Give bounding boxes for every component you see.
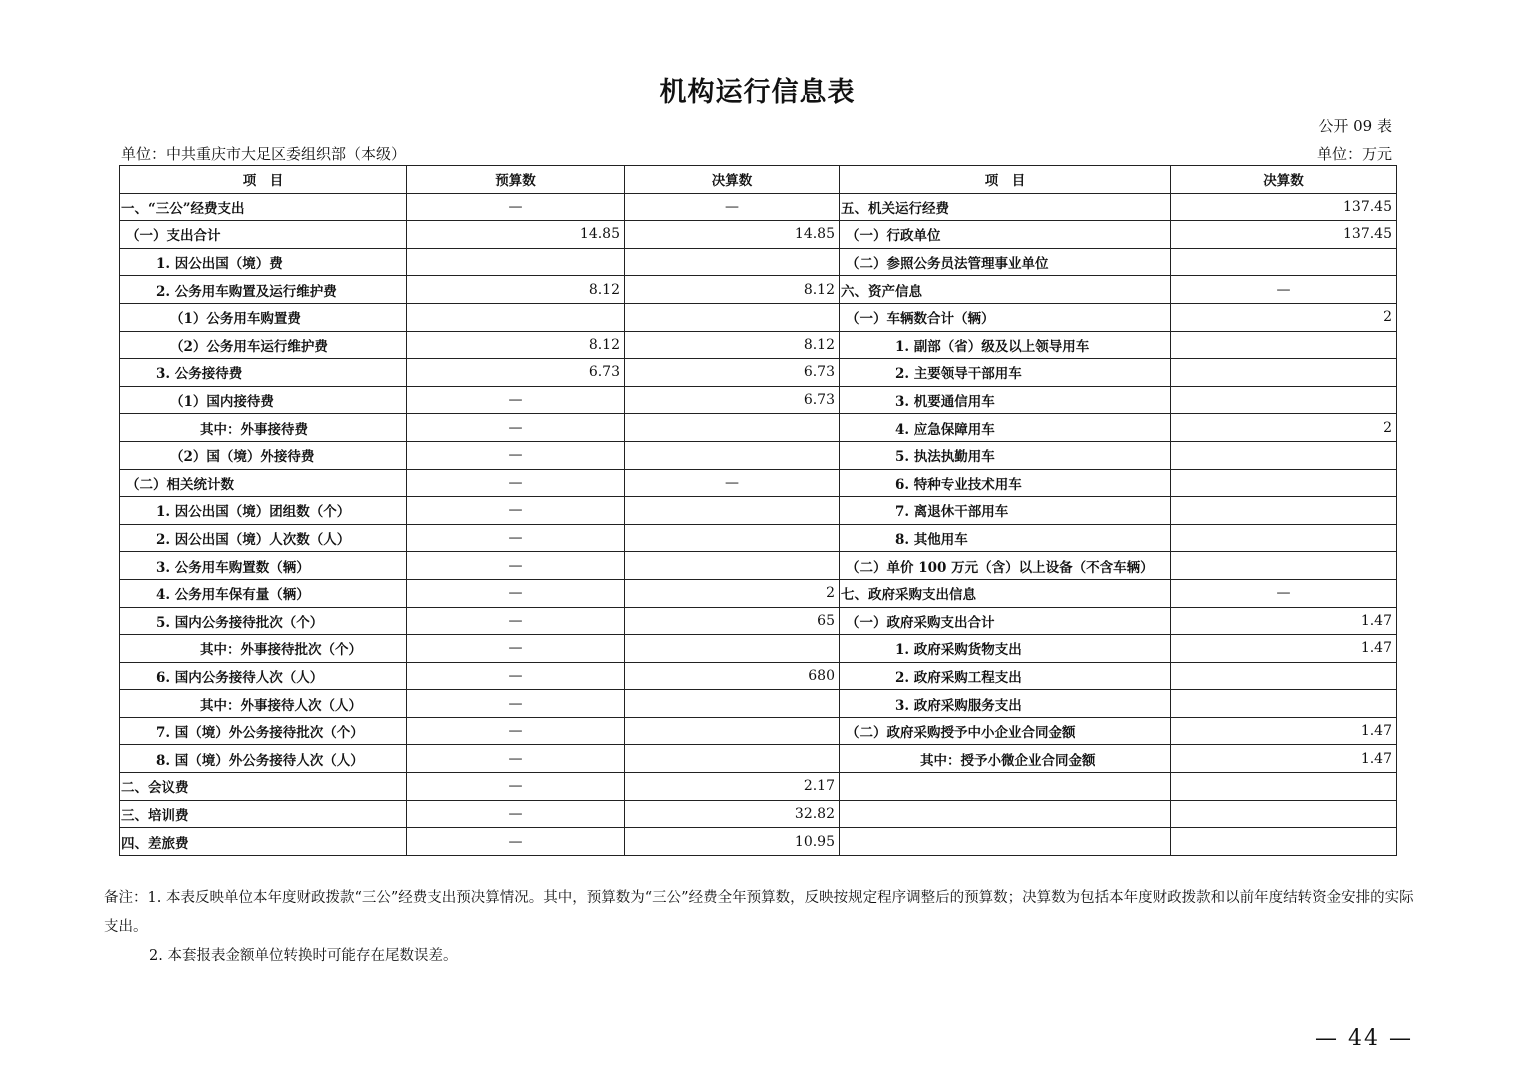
header-budget: 预算数 [407, 166, 625, 194]
row-final-right: 2 [1171, 303, 1397, 331]
row-final-left: 680 [625, 662, 840, 690]
table-row [120, 441, 1397, 469]
row-item-left: 二、会议费 [120, 773, 407, 801]
row-final-right [1171, 552, 1397, 580]
row-budget: — [407, 717, 625, 745]
table-row [120, 828, 1397, 856]
table-row [120, 690, 1397, 718]
row-final-left [625, 441, 840, 469]
row-item-right: 3. 机要通信用车 [840, 386, 1171, 414]
row-final-right [1171, 469, 1397, 497]
row-item-right: （二）参照公务员法管理事业单位 [840, 248, 1171, 276]
row-item-left: （二）相关统计数 [120, 469, 407, 497]
row-item-left: （一）支出合计 [120, 221, 407, 249]
row-item-right: 3. 政府采购服务支出 [840, 690, 1171, 718]
row-item-right: 五、机关运行经费 [840, 193, 1171, 221]
row-final-left [625, 414, 840, 442]
row-item-right: 6. 特种专业技术用车 [840, 469, 1171, 497]
row-item-right: （二）单价 100 万元（含）以上设备（不含车辆） [840, 552, 1171, 580]
row-final-right [1171, 800, 1397, 828]
row-item-right [840, 800, 1171, 828]
row-item-left: 3. 公务用车购置数（辆） [120, 552, 407, 580]
row-budget: 8.12 [407, 276, 625, 304]
row-item-left: 5. 国内公务接待批次（个） [120, 607, 407, 635]
row-final-right: 1.47 [1171, 717, 1397, 745]
table-row [120, 717, 1397, 745]
row-final-left: 14.85 [625, 221, 840, 249]
row-final-right: 1.47 [1171, 745, 1397, 773]
row-item-right: （一）车辆数合计（辆） [840, 303, 1171, 331]
table-body [120, 193, 1397, 855]
row-final-left [625, 524, 840, 552]
row-final-right: 137.45 [1171, 193, 1397, 221]
note-2: 2. 本套报表金额单位转换时可能存在尾数误差。 [149, 948, 458, 964]
row-budget: — [407, 607, 625, 635]
row-final-left: 32.82 [625, 800, 840, 828]
row-final-right [1171, 386, 1397, 414]
table-row [120, 193, 1397, 221]
row-item-right: 其中：授予小微企业合同金额 [840, 745, 1171, 773]
row-item-left: 四、差旅费 [120, 828, 407, 856]
row-final-left: 8.12 [625, 331, 840, 359]
row-item-left: 1. 因公出国（境）团组数（个） [120, 497, 407, 525]
row-item-right: 5. 执法执勤用车 [840, 441, 1171, 469]
header-final-right: 决算数 [1171, 166, 1397, 194]
table-row [120, 414, 1397, 442]
row-final-left [625, 745, 840, 773]
row-final-right [1171, 441, 1397, 469]
table-row [120, 773, 1397, 801]
row-final-left [625, 717, 840, 745]
row-final-left: 6.73 [625, 386, 840, 414]
table-row [120, 635, 1397, 663]
row-item-right: 2. 主要领导干部用车 [840, 359, 1171, 387]
table-row [120, 303, 1397, 331]
info-table [119, 165, 1397, 856]
table-row [120, 524, 1397, 552]
page-title: 机构运行信息表 [659, 77, 856, 108]
row-budget: — [407, 497, 625, 525]
row-final-left [625, 690, 840, 718]
row-item-left: 8. 国（境）外公务接待人次（人） [120, 745, 407, 773]
row-item-left: 一、“三公”经费支出 [120, 193, 407, 221]
table-row [120, 221, 1397, 249]
row-final-right: — [1171, 579, 1397, 607]
row-final-right [1171, 773, 1397, 801]
table-row [120, 579, 1397, 607]
row-budget: — [407, 662, 625, 690]
row-budget: — [407, 441, 625, 469]
table-header-row [120, 166, 1397, 194]
row-item-left: 6. 国内公务接待人次（人） [120, 662, 407, 690]
row-item-right: 7. 离退休干部用车 [840, 497, 1171, 525]
row-item-left: 三、培训费 [120, 800, 407, 828]
row-budget: 6.73 [407, 359, 625, 387]
row-item-right: 六、资产信息 [840, 276, 1171, 304]
row-final-left: 10.95 [625, 828, 840, 856]
row-budget: — [407, 193, 625, 221]
row-budget: 14.85 [407, 221, 625, 249]
row-item-right: 4. 应急保障用车 [840, 414, 1171, 442]
row-budget: — [407, 800, 625, 828]
row-item-right [840, 773, 1171, 801]
row-budget: — [407, 773, 625, 801]
row-final-right [1171, 331, 1397, 359]
row-final-left: 8.12 [625, 276, 840, 304]
table-row [120, 248, 1397, 276]
row-item-left: 3. 公务接待费 [120, 359, 407, 387]
row-item-right: 1. 副部（省）级及以上领导用车 [840, 331, 1171, 359]
row-final-right [1171, 662, 1397, 690]
row-final-right [1171, 497, 1397, 525]
row-budget [407, 248, 625, 276]
note-1: 备注：1. 本表反映单位本年度财政拨款“三公”经费支出预决算情况。其中，预算数为“三公”经费全年预算数，反映按规定程序调整后的预算数；决算数为包括本年度财政拨款和以前年度结转资金安排的实际支出。 [104, 890, 1414, 935]
row-budget: — [407, 524, 625, 552]
row-item-right: 1. 政府采购货物支出 [840, 635, 1171, 663]
row-final-left [625, 248, 840, 276]
unit-currency: 单位：万元 [1316, 145, 1392, 163]
row-budget [407, 303, 625, 331]
page-number: — 44 — [1315, 1026, 1413, 1051]
row-item-left: 1. 因公出国（境）费 [120, 248, 407, 276]
row-item-left: 4. 公务用车保有量（辆） [120, 579, 407, 607]
row-budget: — [407, 745, 625, 773]
row-final-left [625, 497, 840, 525]
row-item-left: （2）国（境）外接待费 [120, 441, 407, 469]
header-item-left: 项 目 [120, 166, 407, 194]
row-item-right: 2. 政府采购工程支出 [840, 662, 1171, 690]
row-item-right: （二）政府采购授予中小企业合同金额 [840, 717, 1171, 745]
table-row [120, 359, 1397, 387]
row-item-right: 8. 其他用车 [840, 524, 1171, 552]
row-budget: — [407, 635, 625, 663]
row-final-left: 65 [625, 607, 840, 635]
table-row [120, 800, 1397, 828]
row-final-left [625, 635, 840, 663]
row-item-left: （1）国内接待费 [120, 386, 407, 414]
row-item-right: （一）政府采购支出合计 [840, 607, 1171, 635]
table-row [120, 662, 1397, 690]
row-budget: — [407, 552, 625, 580]
row-final-right [1171, 248, 1397, 276]
row-final-right: 137.45 [1171, 221, 1397, 249]
row-final-left: 2.17 [625, 773, 840, 801]
row-final-right [1171, 828, 1397, 856]
header-item-right: 项 目 [840, 166, 1171, 194]
row-budget: — [407, 469, 625, 497]
row-budget: — [407, 414, 625, 442]
header-final-left: 决算数 [625, 166, 840, 194]
table-row [120, 331, 1397, 359]
row-final-left: — [625, 193, 840, 221]
table-code: 公开 09 表 [1318, 117, 1392, 135]
table-row [120, 745, 1397, 773]
row-item-left: （2）公务用车运行维护费 [120, 331, 407, 359]
table-row [120, 386, 1397, 414]
row-budget: — [407, 828, 625, 856]
row-budget: — [407, 579, 625, 607]
table-row [120, 552, 1397, 580]
row-budget: — [407, 386, 625, 414]
row-final-left: — [625, 469, 840, 497]
table-row [120, 497, 1397, 525]
row-final-right: 1.47 [1171, 607, 1397, 635]
row-item-left: 2. 因公出国（境）人次数（人） [120, 524, 407, 552]
row-budget: 8.12 [407, 331, 625, 359]
row-final-left: 2 [625, 579, 840, 607]
table-row [120, 469, 1397, 497]
row-item-left: （1）公务用车购置费 [120, 303, 407, 331]
row-final-right [1171, 690, 1397, 718]
row-item-left: 2. 公务用车购置及运行维护费 [120, 276, 407, 304]
row-final-right: 2 [1171, 414, 1397, 442]
row-final-left [625, 303, 840, 331]
row-final-right: 1.47 [1171, 635, 1397, 663]
row-final-right: — [1171, 276, 1397, 304]
unit-organization: 单位：中共重庆市大足区委组织部（本级） [121, 145, 407, 163]
row-item-left: 其中：外事接待人次（人） [120, 690, 407, 718]
table-row [120, 276, 1397, 304]
row-item-left: 其中：外事接待批次（个） [120, 635, 407, 663]
notes [104, 884, 1424, 971]
row-item-right [840, 828, 1171, 856]
row-final-right [1171, 524, 1397, 552]
row-final-right [1171, 359, 1397, 387]
row-final-left [625, 552, 840, 580]
row-final-left: 6.73 [625, 359, 840, 387]
row-item-right: 七、政府采购支出信息 [840, 579, 1171, 607]
row-item-left: 7. 国（境）外公务接待批次（个） [120, 717, 407, 745]
row-budget: — [407, 690, 625, 718]
table-row [120, 607, 1397, 635]
row-item-right: （一）行政单位 [840, 221, 1171, 249]
row-item-left: 其中：外事接待费 [120, 414, 407, 442]
